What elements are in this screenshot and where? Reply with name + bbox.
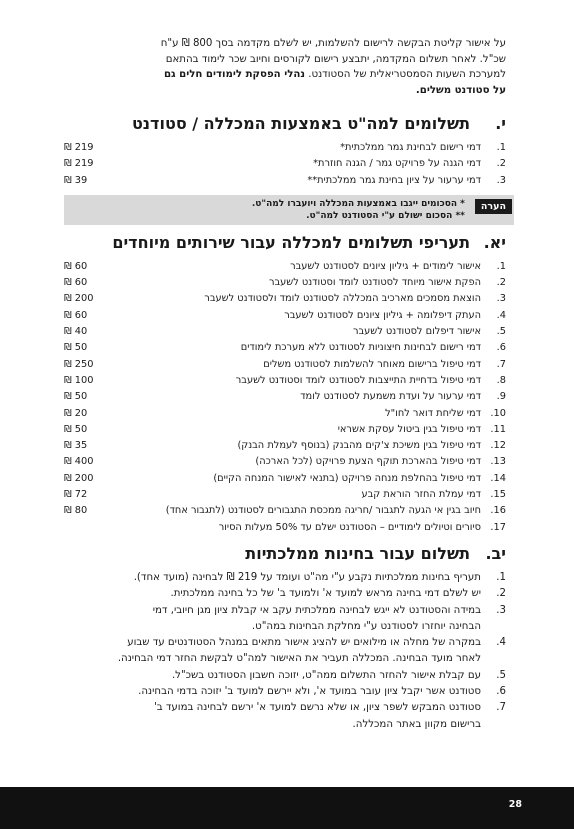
item-price: 60 ₪ xyxy=(64,260,88,272)
section-ya-title: תעריפי תשלומים למכללה עבור שירותים מיוחדים xyxy=(112,232,470,252)
item-text xyxy=(64,570,484,586)
item-number: 6. xyxy=(496,342,506,354)
item-price: 40 ₪ xyxy=(64,326,88,338)
item-text xyxy=(64,684,484,700)
list-item xyxy=(64,603,506,636)
item-number: 5. xyxy=(496,326,506,338)
item-text xyxy=(64,603,484,636)
item-number: 12. xyxy=(490,440,506,452)
item-number: 1. xyxy=(496,142,506,153)
item-text-line: במידה והסטודנט לא ייגש לבחינה ממלכתית עקב אי קבלת ציון מגן חיובי, דמי xyxy=(152,604,481,616)
item-price: 50 ₪ xyxy=(64,391,88,403)
section-j-number: י. xyxy=(495,114,506,133)
item-price: 39 ₪ xyxy=(64,174,88,186)
item-text xyxy=(64,635,484,668)
list-item xyxy=(64,454,506,470)
item-description: דמי שליחת דואר לחו"ל xyxy=(385,407,481,419)
item-text xyxy=(64,700,484,733)
item-price: 72 ₪ xyxy=(64,489,88,501)
list-item xyxy=(64,259,506,275)
item-number: 14. xyxy=(490,472,506,484)
item-number: 7. xyxy=(496,702,506,714)
item-description: דמי טיפול בדחיית התייצבות לסטודנט לומד וסטודנט לשעבר xyxy=(235,374,481,386)
intro-line-3: למערכת השעות הסמסטריאלית של הסטודנט. xyxy=(305,69,506,80)
list-item xyxy=(64,373,506,389)
list-item xyxy=(64,520,506,536)
item-number: 1. xyxy=(496,571,506,583)
list-item xyxy=(64,173,506,189)
list-item xyxy=(64,422,506,438)
intro-line-4-bold: על סטודנט משלים. xyxy=(415,84,506,96)
list-item xyxy=(64,406,506,422)
section-yb-list xyxy=(64,570,506,733)
item-number: 11. xyxy=(490,423,506,435)
note-line-1: * הסכומים ייגבו באמצעות המכללה ויועברו למה"ט. xyxy=(251,198,465,209)
item-text xyxy=(64,586,484,602)
list-item xyxy=(64,471,506,487)
list-item xyxy=(64,487,506,503)
item-price: 80 ₪ xyxy=(64,505,88,517)
item-price: 250 ₪ xyxy=(64,358,94,370)
item-number: 2. xyxy=(496,588,506,600)
list-item xyxy=(64,275,506,291)
intro-line-3-bold: נהלי הפסקת לימודים חלים גם xyxy=(163,69,306,80)
item-text-line: ברישום מקוון באתר המכללה. xyxy=(352,718,481,730)
item-description: דמי רישום לבחינת גמר ממלכתית* xyxy=(340,142,481,153)
note-box xyxy=(64,195,514,225)
page-content xyxy=(64,36,506,733)
item-number: 1. xyxy=(496,260,506,272)
item-price: 20 ₪ xyxy=(64,407,88,419)
item-number: 2. xyxy=(496,277,506,289)
item-text-line: סטודנט אשר יקבל ציון עובר במועד א', ולא יירשם למועד ב' יזוכה בדמי הבחינה. xyxy=(138,686,481,698)
item-price: 200 ₪ xyxy=(64,293,94,305)
item-description: העתק דיפלומה + גיליון ציונים לסטודנט לשעבר xyxy=(284,309,481,321)
list-item xyxy=(64,389,506,405)
note-text xyxy=(252,198,475,222)
list-item xyxy=(64,438,506,454)
item-description: סיורים וטיולים לימודיים – הסטודנט ישלם עד 50% מעלות הסיור xyxy=(218,521,481,533)
item-description: דמי טיפול בהחלפת מנחה פרויקט (בתנאי לאישור המנחה הקיים) xyxy=(213,472,481,484)
item-price: 219 ₪ xyxy=(64,142,94,153)
intro-line-1: על אישור קליטת הבקשה לרישום להשלמות, יש לשלם מקדמה בסך 800 ₪ ע"ח xyxy=(160,38,506,49)
list-item xyxy=(64,291,506,307)
note-label: הערה xyxy=(475,199,512,214)
item-number: 2. xyxy=(496,158,506,170)
item-number: 9. xyxy=(496,391,506,403)
section-j-heading xyxy=(64,114,506,136)
list-item xyxy=(64,684,506,700)
item-number: 7. xyxy=(496,358,506,370)
item-text-line: לאחר מועד הבחינה. המכללה תעביר את האישור למה"ט לבקשת החזר דמי הבחינה. xyxy=(117,653,481,665)
item-price: 400 ₪ xyxy=(64,456,94,468)
note-line-2: ** הסכום ישולם ע"י הסטודנט למה"ט. xyxy=(306,210,465,221)
list-item xyxy=(64,700,506,733)
item-text-line: סטודנט המבקש לשפר ציון, או שלא נרשם למועד א' ירשם לבחינה במועד ב' xyxy=(153,702,481,714)
section-j-title: תשלומים למה"ט באמצעות המכללה / סטודנט xyxy=(131,114,470,133)
item-description: דמי ערעור על ועדת משמעת לסטודנט לומד xyxy=(300,391,481,403)
section-yb-title: תשלום עבור בחינות ממלכתיות xyxy=(245,543,470,563)
intro-paragraph xyxy=(64,36,506,98)
item-number: 10. xyxy=(490,407,506,419)
list-item xyxy=(64,586,506,602)
item-description: דמי טיפול בהארכת תוקף הצעת פרויקט (לכל הארכה) xyxy=(255,456,481,468)
list-item xyxy=(64,357,506,373)
list-item xyxy=(64,324,506,340)
item-text-line: במקרה של מחלה או מילואים יש להציג אישור מתאים במנהל הסטודנטים עד שבוע xyxy=(127,637,481,649)
item-number: 16. xyxy=(490,505,506,517)
item-text-line: עם קבלת אישור להחזר התשלום ממה"ט, יזוכה חשבון הסטודנט בשכ"ל. xyxy=(171,669,481,681)
item-price: 60 ₪ xyxy=(64,309,88,321)
item-number: 15. xyxy=(490,489,506,501)
item-text-line: יש לשלם דמי בחינה מראש למועד א' ולמועד ב' של כל בחינה ממלכתית. xyxy=(170,588,481,600)
section-ya-heading xyxy=(64,233,506,255)
intro-line-2: שכ"ל. לאחר תשלום המקדמה, יתבצע רישום לקורסים וחיוב שכר לימוד בהתאם xyxy=(165,53,506,65)
item-number: 3. xyxy=(496,293,506,305)
list-item xyxy=(64,156,506,172)
item-number: 3. xyxy=(496,604,506,616)
section-ya-list xyxy=(64,259,506,536)
section-j-list xyxy=(64,140,506,189)
item-description: אישור לימודים + גיליון ציונים לסטודנט לשעבר xyxy=(290,260,481,272)
item-text-line: הבחינה יוחזרו לסטודנט ע"י מחלקת הבחינות במה"ט. xyxy=(251,620,481,632)
item-text xyxy=(64,668,484,684)
list-item xyxy=(64,668,506,684)
list-item xyxy=(64,570,506,586)
section-yb-heading xyxy=(64,544,506,566)
item-number: 4. xyxy=(496,637,506,649)
item-number: 4. xyxy=(496,309,506,321)
item-price: 219 ₪ xyxy=(64,158,94,170)
item-description: דמי טיפול בגין ביטול עסקת אשראי xyxy=(337,423,481,435)
list-item xyxy=(64,503,506,519)
item-number: 17. xyxy=(490,521,506,533)
page-footer xyxy=(0,787,574,829)
item-number: 5. xyxy=(496,669,506,681)
item-price: 100 ₪ xyxy=(64,374,94,386)
item-number: 6. xyxy=(496,686,506,698)
item-price: 35 ₪ xyxy=(64,440,88,452)
list-item xyxy=(64,340,506,356)
item-price: 200 ₪ xyxy=(64,472,94,484)
item-number: 13. xyxy=(490,456,506,468)
section-ya-number: יא. xyxy=(483,232,506,252)
item-description: דמי טיפול ברישום מאוחר להשלמות לסטודנט משלים xyxy=(263,358,481,370)
item-description: דמי ערעור על ציון בחינת גמר ממלכתית** xyxy=(307,174,481,186)
item-number: 8. xyxy=(496,374,506,386)
item-description: הפקת אישור מיוחד לסטודנט לומד וסטודנט לשעבר xyxy=(268,277,481,289)
list-item xyxy=(64,140,506,156)
section-yb-number: יב. xyxy=(485,543,506,563)
item-text-line: תעריף בחינות ממלכתיות נקבע ע"י מה"ט ועומד על 219 ₪ לבחינה (מועד אחד). xyxy=(133,571,481,583)
item-description: הוצאת מסמכים מארכיב המכללה לסטודנט לומד ולסטודנט לשעבר xyxy=(204,293,481,305)
page-number: 28 xyxy=(508,799,522,810)
item-description: דמי הגנה על פרויקט גמר / הגנה חוזרת* xyxy=(313,158,481,170)
item-description: דמי טיפול בגין משיכת צ'קים מהבנק (בנוסף לעמלת הבנק) xyxy=(237,440,481,452)
item-price: 60 ₪ xyxy=(64,277,88,289)
item-description: חיוב בגין אי הגעה לתגבור /חריגה ממכסת התגבורים לסטודנט (לתגבור אחד) xyxy=(165,505,481,517)
item-price: 50 ₪ xyxy=(64,342,88,354)
list-item xyxy=(64,308,506,324)
item-description: דמי רישום לבחינות חיצוניות לסטודנט ללא מערכת לימודים xyxy=(240,342,481,354)
list-item xyxy=(64,635,506,668)
item-description: אישור דיפלום לסטודנט לשעבר xyxy=(352,326,481,338)
item-price: 50 ₪ xyxy=(64,423,88,435)
item-description: דמי עמלת החזר הוראת קבע xyxy=(361,489,481,501)
item-number: 3. xyxy=(496,174,506,186)
